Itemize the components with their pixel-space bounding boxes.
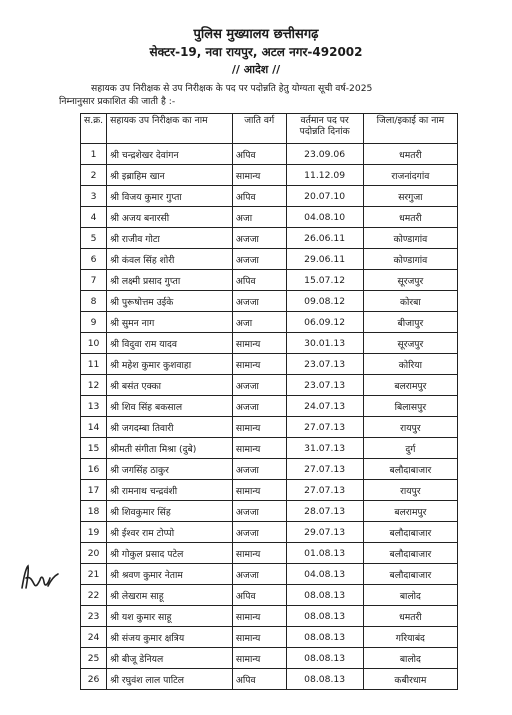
date-cell: 31.07.13 bbox=[286, 438, 363, 459]
serial-cell: 3 bbox=[81, 186, 107, 207]
district-cell: रायपुर bbox=[363, 417, 457, 438]
district-cell: धमतरी bbox=[363, 606, 457, 627]
serial-cell: 26 bbox=[81, 669, 107, 690]
table-row bbox=[81, 249, 458, 270]
table-row bbox=[81, 585, 458, 606]
table-row bbox=[81, 165, 458, 186]
table-row bbox=[81, 270, 458, 291]
eligibility-table bbox=[80, 113, 458, 690]
table-row bbox=[81, 669, 458, 690]
category-cell: अपिव bbox=[232, 669, 286, 690]
serial-cell: 25 bbox=[81, 648, 107, 669]
table-row bbox=[81, 144, 458, 165]
date-cell: 08.08.13 bbox=[286, 585, 363, 606]
table-row bbox=[81, 438, 458, 459]
name-cell: श्री कंवल सिंह शोरी bbox=[107, 249, 233, 270]
district-cell: सरगुजा bbox=[363, 186, 457, 207]
district-cell: कोण्डागांव bbox=[363, 249, 457, 270]
name-cell: श्री इब्राहिम खान bbox=[107, 165, 233, 186]
serial-cell: 22 bbox=[81, 585, 107, 606]
category-cell: सामान्य bbox=[232, 438, 286, 459]
table-body bbox=[81, 144, 458, 690]
name-cell: श्री गोकुल प्रसाद पटेल bbox=[107, 543, 233, 564]
serial-cell: 18 bbox=[81, 501, 107, 522]
name-cell: श्री जगसिंह ठाकुर bbox=[107, 459, 233, 480]
category-cell: अजजा bbox=[232, 522, 286, 543]
date-cell: 27.07.13 bbox=[286, 417, 363, 438]
district-cell: बलरामपुर bbox=[363, 375, 457, 396]
date-cell: 27.07.13 bbox=[286, 480, 363, 501]
serial-cell: 14 bbox=[81, 417, 107, 438]
district-cell: बलौदाबाजार bbox=[363, 543, 457, 564]
category-cell: अजजा bbox=[232, 249, 286, 270]
category-cell: अजजा bbox=[232, 375, 286, 396]
table-header-row bbox=[81, 114, 458, 144]
table-row bbox=[81, 207, 458, 228]
name-cell: श्री राजीव गोटा bbox=[107, 228, 233, 249]
col-header-date: वर्तमान पद पर पदोन्नति दिनांक bbox=[286, 114, 363, 144]
name-cell: श्रीमती संगीता मिश्रा (दुबे) bbox=[107, 438, 233, 459]
serial-cell: 9 bbox=[81, 312, 107, 333]
table-row bbox=[81, 417, 458, 438]
name-cell: श्री महेश कुमार कुशवाहा bbox=[107, 354, 233, 375]
name-cell: श्री विदुवा राम यादव bbox=[107, 333, 233, 354]
district-cell: बलौदाबाजार bbox=[363, 459, 457, 480]
table-row bbox=[81, 480, 458, 501]
date-cell: 24.07.13 bbox=[286, 396, 363, 417]
serial-cell: 7 bbox=[81, 270, 107, 291]
category-cell: अजजा bbox=[232, 501, 286, 522]
category-cell: सामान्य bbox=[232, 333, 286, 354]
date-cell: 20.07.10 bbox=[286, 186, 363, 207]
table-row bbox=[81, 627, 458, 648]
serial-cell: 5 bbox=[81, 228, 107, 249]
date-cell: 01.08.13 bbox=[286, 543, 363, 564]
serial-cell: 11 bbox=[81, 354, 107, 375]
district-cell: बलरामपुर bbox=[363, 501, 457, 522]
category-cell: अजजा bbox=[232, 228, 286, 249]
table-row bbox=[81, 375, 458, 396]
date-cell: 30.01.13 bbox=[286, 333, 363, 354]
category-cell: सामान्य bbox=[232, 417, 286, 438]
category-cell: सामान्य bbox=[232, 648, 286, 669]
table-row bbox=[81, 501, 458, 522]
name-cell: श्री शिव सिंह बकसाल bbox=[107, 396, 233, 417]
district-cell: बालोद bbox=[363, 648, 457, 669]
table-row bbox=[81, 459, 458, 480]
table-row bbox=[81, 291, 458, 312]
district-cell: धमतरी bbox=[363, 207, 457, 228]
category-cell: सामान्य bbox=[232, 354, 286, 375]
district-cell: कोरिया bbox=[363, 354, 457, 375]
district-cell: गरियाबंद bbox=[363, 627, 457, 648]
table-row bbox=[81, 312, 458, 333]
name-cell: श्री अजय बनारसी bbox=[107, 207, 233, 228]
serial-cell: 12 bbox=[81, 375, 107, 396]
category-cell: अपिव bbox=[232, 270, 286, 291]
name-cell: श्री लक्ष्मी प्रसाद गुप्ता bbox=[107, 270, 233, 291]
district-cell: दुर्ग bbox=[363, 438, 457, 459]
col-header-name: सहायक उप निरीक्षक का नाम bbox=[107, 114, 233, 144]
table-row bbox=[81, 543, 458, 564]
category-cell: सामान्य bbox=[232, 627, 286, 648]
date-cell: 06.09.12 bbox=[286, 312, 363, 333]
serial-cell: 6 bbox=[81, 249, 107, 270]
col-header-serial: स.क्र. bbox=[81, 114, 107, 144]
name-cell: श्री रघुवंश लाल पाटिल bbox=[107, 669, 233, 690]
col-header-category: जाति वर्ग bbox=[232, 114, 286, 144]
header-address: सेक्टर-19, नवा रायपुर, अटल नगर-492002 bbox=[149, 45, 363, 59]
name-cell: श्री रामनाथ चन्द्रवंशी bbox=[107, 480, 233, 501]
district-cell: कबीरधाम bbox=[363, 669, 457, 690]
date-cell: 15.07.12 bbox=[286, 270, 363, 291]
serial-cell: 13 bbox=[81, 396, 107, 417]
name-cell: श्री श्रवण कुमार नेताम bbox=[107, 564, 233, 585]
category-cell: अजा bbox=[232, 207, 286, 228]
category-cell: अपिव bbox=[232, 186, 286, 207]
category-cell: सामान्य bbox=[232, 606, 286, 627]
date-cell: 11.12.09 bbox=[286, 165, 363, 186]
date-cell: 04.08.10 bbox=[286, 207, 363, 228]
category-cell: अजजा bbox=[232, 291, 286, 312]
serial-cell: 23 bbox=[81, 606, 107, 627]
serial-cell: 20 bbox=[81, 543, 107, 564]
serial-cell: 4 bbox=[81, 207, 107, 228]
district-cell: बिलासपुर bbox=[363, 396, 457, 417]
district-cell: धमतरी bbox=[363, 144, 457, 165]
district-cell: बलौदाबाजार bbox=[363, 564, 457, 585]
district-cell: बीजापुर bbox=[363, 312, 457, 333]
date-cell: 23.07.13 bbox=[286, 354, 363, 375]
serial-cell: 1 bbox=[81, 144, 107, 165]
name-cell: श्री शिवकुमार सिंह bbox=[107, 501, 233, 522]
category-cell: सामान्य bbox=[232, 480, 286, 501]
serial-cell: 8 bbox=[81, 291, 107, 312]
col-header-district: जिला/इकाई का नाम bbox=[363, 114, 457, 144]
table-row bbox=[81, 228, 458, 249]
name-cell: श्री संजय कुमार क्षत्रिय bbox=[107, 627, 233, 648]
name-cell: श्री जगदम्बा तिवारी bbox=[107, 417, 233, 438]
date-cell: 23.09.06 bbox=[286, 144, 363, 165]
serial-cell: 10 bbox=[81, 333, 107, 354]
table-row bbox=[81, 333, 458, 354]
table-row bbox=[81, 396, 458, 417]
intro-line-2: निम्नानुसार प्रकाशित की जाती है :- bbox=[59, 96, 176, 107]
serial-cell: 17 bbox=[81, 480, 107, 501]
category-cell: सामान्य bbox=[232, 165, 286, 186]
name-cell: श्री विजय कुमार गुप्ता bbox=[107, 186, 233, 207]
date-cell: 08.08.13 bbox=[286, 606, 363, 627]
serial-cell: 21 bbox=[81, 564, 107, 585]
district-cell: सूरजपुर bbox=[363, 270, 457, 291]
date-cell: 08.08.13 bbox=[286, 627, 363, 648]
name-cell: श्री ईश्वर राम टोप्पो bbox=[107, 522, 233, 543]
name-cell: श्री चन्द्रशेखर देवांगन bbox=[107, 144, 233, 165]
category-cell: अपिव bbox=[232, 144, 286, 165]
name-cell: श्री पुरूषोत्तम उईके bbox=[107, 291, 233, 312]
district-cell: सूरजपुर bbox=[363, 333, 457, 354]
serial-cell: 15 bbox=[81, 438, 107, 459]
name-cell: श्री बसंत एक्का bbox=[107, 375, 233, 396]
table-row bbox=[81, 648, 458, 669]
date-cell: 08.08.13 bbox=[286, 648, 363, 669]
category-cell: अजा bbox=[232, 312, 286, 333]
serial-cell: 24 bbox=[81, 627, 107, 648]
intro-paragraph bbox=[59, 82, 469, 108]
name-cell: श्री यश कुमार साहू bbox=[107, 606, 233, 627]
date-cell: 26.06.11 bbox=[286, 228, 363, 249]
table-row bbox=[81, 564, 458, 585]
date-cell: 29.07.13 bbox=[286, 522, 363, 543]
signature-mark bbox=[18, 558, 62, 598]
category-cell: सामान्य bbox=[232, 543, 286, 564]
table-row bbox=[81, 522, 458, 543]
district-cell: राजनांदगांव bbox=[363, 165, 457, 186]
district-cell: कोरबा bbox=[363, 291, 457, 312]
date-cell: 23.07.13 bbox=[286, 375, 363, 396]
date-cell: 29.06.11 bbox=[286, 249, 363, 270]
category-cell: अजजा bbox=[232, 564, 286, 585]
district-cell: रायपुर bbox=[363, 480, 457, 501]
header-org-name: पुलिस मुख्यालय छत्तीसगढ़ bbox=[193, 27, 319, 42]
table-row bbox=[81, 186, 458, 207]
district-cell: कोण्डागांव bbox=[363, 228, 457, 249]
name-cell: श्री बीजू डेनियल bbox=[107, 648, 233, 669]
district-cell: बालोद bbox=[363, 585, 457, 606]
header-order-title: // आदेश // bbox=[231, 63, 281, 76]
date-cell: 04.08.13 bbox=[286, 564, 363, 585]
district-cell: बलौदाबाजार bbox=[363, 522, 457, 543]
name-cell: श्री सुमन नाग bbox=[107, 312, 233, 333]
table-row bbox=[81, 354, 458, 375]
serial-cell: 19 bbox=[81, 522, 107, 543]
date-cell: 09.08.12 bbox=[286, 291, 363, 312]
category-cell: अजजा bbox=[232, 459, 286, 480]
category-cell: अपिव bbox=[232, 585, 286, 606]
intro-line-1: सहायक उप निरीक्षक से उप निरीक्षक के पद पर पदोन्नति हेतु योग्यता सूची वर्ष-2025 bbox=[91, 83, 373, 94]
date-cell: 27.07.13 bbox=[286, 459, 363, 480]
date-cell: 08.08.13 bbox=[286, 669, 363, 690]
serial-cell: 2 bbox=[81, 165, 107, 186]
date-cell: 28.07.13 bbox=[286, 501, 363, 522]
category-cell: अजजा bbox=[232, 396, 286, 417]
serial-cell: 16 bbox=[81, 459, 107, 480]
name-cell: श्री लेखराम साहू bbox=[107, 585, 233, 606]
table-row bbox=[81, 606, 458, 627]
